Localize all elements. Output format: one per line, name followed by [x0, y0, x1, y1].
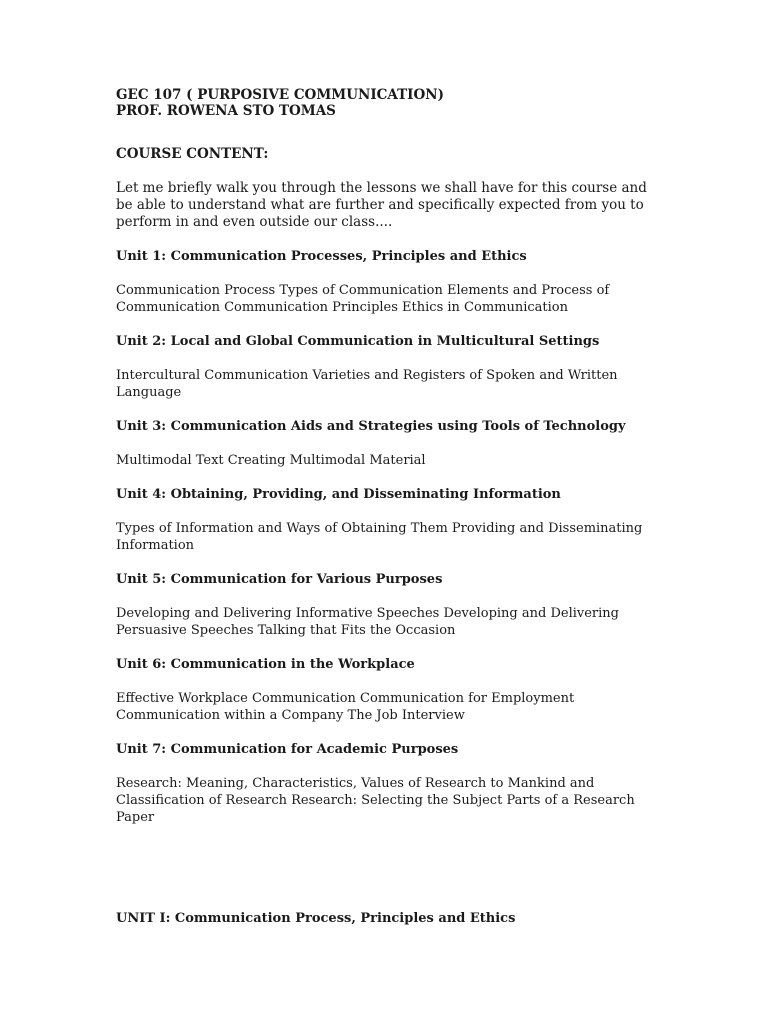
unit-description-line: Communication Process Types of Communication Elements and Process of — [116, 283, 610, 298]
unit-description-line: Intercultural Communication Varieties and Registers of Spoken and Written — [116, 368, 618, 383]
unit-heading: Unit 1: Communication Processes, Principles and Ethics — [116, 249, 527, 264]
document-content — [116, 87, 656, 927]
unit-description-line: Types of Information and Ways of Obtaining Them Providing and Disseminating — [116, 521, 643, 536]
final-unit-heading: UNIT I: Communication Process, Principles and Ethics — [116, 911, 516, 926]
unit-heading: Unit 4: Obtaining, Providing, and Disseminating Information — [116, 487, 561, 502]
unit-description-line: Information — [116, 538, 195, 553]
unit-description-line: Persuasive Speeches Talking that Fits the Occasion — [116, 623, 456, 638]
professor-name: PROF. ROWENA STO TOMAS — [116, 103, 336, 119]
course-title: GEC 107 ( PURPOSIVE COMMUNICATION) — [116, 87, 444, 103]
unit-description-line: Communication within a Company The Job Interview — [116, 708, 465, 723]
unit-description-line: Language — [116, 385, 182, 400]
course-content-intro: Let me briefly walk you through the lessons we shall have for this course and be able to understand what are further and specifically expected from you to perform in and even outside our class.... — [116, 180, 647, 230]
unit-3 — [116, 418, 656, 469]
unit-5 — [116, 571, 656, 639]
unit-6 — [116, 656, 656, 724]
unit-4 — [116, 486, 656, 554]
unit-description-line: Developing and Delivering Informative Speeches Developing and Delivering — [116, 606, 620, 621]
unit-description-line: Communication Communication Principles Ethics in Communication — [116, 300, 568, 315]
unit-description-line: Effective Workplace Communication Communication for Employment — [116, 691, 575, 706]
unit-description-line: Multimodal Text Creating Multimodal Material — [116, 453, 426, 468]
unit-7 — [116, 741, 656, 826]
course-content-heading: COURSE CONTENT: — [116, 146, 269, 162]
unit-heading: Unit 3: Communication Aids and Strategies using Tools of Technology — [116, 419, 626, 434]
unit-description-line: Research: Meaning, Characteristics, Values of Research to Mankind and — [116, 776, 595, 791]
unit-heading: Unit 5: Communication for Various Purposes — [116, 572, 443, 587]
unit-heading: Unit 2: Local and Global Communication in Multicultural Settings — [116, 334, 600, 349]
unit-heading: Unit 7: Communication for Academic Purposes — [116, 742, 459, 757]
unit-1 — [116, 248, 656, 316]
unit-2 — [116, 333, 656, 401]
unit-heading: Unit 6: Communication in the Workplace — [116, 657, 415, 672]
unit-description-line: Classification of Research Research: Selecting the Subject Parts of a Research Paper — [116, 793, 635, 825]
